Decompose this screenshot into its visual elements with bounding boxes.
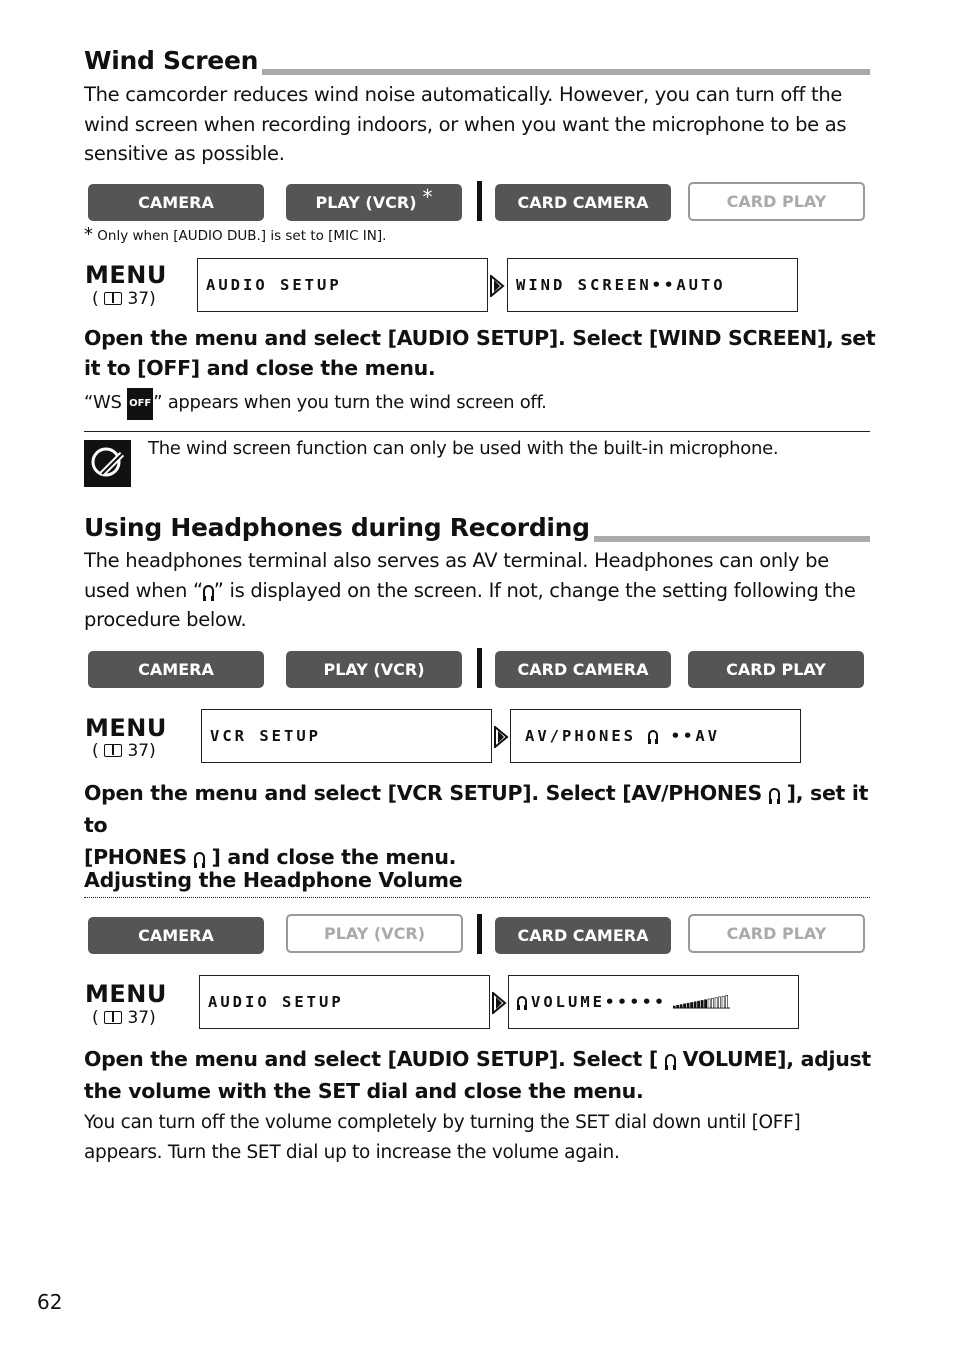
volume-bar-segment — [673, 1006, 675, 1008]
menu-page-ref: ( 37) — [92, 741, 156, 761]
headphones-icon — [665, 1054, 676, 1068]
section-title: Wind Screen — [84, 46, 262, 75]
headphones-icon — [194, 852, 205, 866]
menu-box-wind-screen: WIND SCREEN••AUTO — [507, 258, 798, 312]
note-pencil-icon — [84, 440, 131, 487]
volume-bar-segment — [715, 998, 717, 1008]
book-icon — [104, 1011, 122, 1024]
arrow-right-icon — [493, 726, 509, 748]
volume-level-bar — [673, 995, 731, 1009]
subsection-rule — [84, 897, 870, 898]
subsection-title: Adjusting the Headphone Volume — [84, 868, 463, 892]
menu-label: MENU — [85, 261, 167, 289]
menu-page-ref: ( 37) — [92, 1008, 156, 1028]
instruction: Open the menu and select [VCR SETUP]. Select [AV/PHONES ], set it to [PHONES ] and close the menu. — [84, 781, 869, 869]
volume-bar-segment — [722, 996, 724, 1008]
menu-label: MENU — [85, 980, 167, 1008]
menu-box-volume: VOLUME••••• — [508, 975, 799, 1029]
volume-bar-segment — [718, 997, 720, 1008]
headphones-icon — [769, 788, 780, 802]
ws-note: “WS OFF ” appears when you turn the wind screen off. — [84, 388, 547, 420]
volume-bar-segment — [711, 998, 713, 1008]
volume-bar-segment — [725, 996, 727, 1009]
instruction: Open the menu and select [AUDIO SETUP]. Select [ VOLUME], adjust the volume with the SET dial and close the menu. — [84, 1047, 871, 1103]
mode-separator — [477, 914, 482, 954]
instruction: Open the menu and select [AUDIO SETUP]. Select [WIND SCREEN], set it to [OFF] and close the menu. — [84, 326, 876, 380]
menu-box-av-phones: AV/PHONES ••AV — [510, 709, 801, 763]
menu-box-audio-setup: AUDIO SETUP — [197, 258, 488, 312]
intro-text: The camcorder reduces wind noise automatically. However, you can turn off the wind screen when recording indoors, or when you want the microphone to be as sensitive as possible. — [84, 83, 847, 165]
note-divider — [84, 431, 870, 432]
volume-bar-segment — [708, 999, 710, 1008]
footnote: * Only when [AUDIO DUB.] is set to [MIC IN]. — [84, 224, 387, 245]
volume-bar-segment — [697, 1001, 699, 1008]
body-text: You can turn off the volume completely by turning the SET dial down until [OFF] appears. Turn the SET dial up to increase the volume again. — [84, 1112, 801, 1163]
menu-box-vcr-setup: VCR SETUP — [201, 709, 492, 763]
mode-separator — [477, 648, 482, 688]
mode-card-play: CARD PLAY — [688, 182, 865, 221]
page-number: 62 — [37, 1290, 63, 1314]
section-title: Using Headphones during Recording — [84, 513, 594, 542]
volume-bar-segment — [687, 1003, 689, 1008]
book-icon — [104, 744, 122, 757]
mode-card-camera: CARD CAMERA — [495, 184, 671, 221]
mode-camera: CAMERA — [88, 184, 264, 221]
volume-bar-segment — [690, 1003, 692, 1009]
mode-card-play: CARD PLAY — [688, 651, 864, 688]
mode-separator — [477, 181, 482, 221]
mode-camera: CAMERA — [88, 917, 264, 954]
menu-box-audio-setup: AUDIO SETUP — [199, 975, 490, 1029]
arrow-right-icon — [491, 992, 507, 1014]
book-icon — [104, 292, 122, 305]
mode-camera: CAMERA — [88, 651, 264, 688]
mode-play-vcr: PLAY (VCR) — [286, 914, 463, 953]
headphones-icon — [517, 996, 527, 1008]
mode-play-vcr: PLAY (VCR) — [286, 651, 462, 688]
headphones-icon — [648, 730, 658, 742]
menu-page-ref: ( 37) — [92, 289, 156, 309]
volume-bar-segment — [676, 1005, 678, 1008]
asterisk: * — [422, 184, 433, 209]
note-text: The wind screen function can only be used with the built-in microphone. — [148, 438, 779, 459]
headphones-icon — [203, 585, 214, 599]
mode-card-camera: CARD CAMERA — [495, 651, 671, 688]
arrow-right-icon — [489, 275, 505, 297]
volume-bar-segment — [704, 1000, 706, 1008]
volume-bar-segment — [694, 1002, 696, 1008]
volume-bar-segment — [683, 1004, 685, 1008]
volume-bar-segment — [701, 1000, 703, 1008]
mode-card-play: CARD PLAY — [688, 914, 865, 953]
intro-text: The headphones terminal also serves as AV terminal. Headphones can only be used when “ ” is displayed on the screen. If not, change the setting following the procedure below. — [84, 549, 856, 631]
off-badge-icon: OFF — [127, 388, 153, 420]
volume-bar-segment — [680, 1005, 682, 1008]
menu-label: MENU — [85, 714, 167, 742]
mode-play-vcr: PLAY (VCR) * — [286, 184, 462, 221]
mode-card-camera: CARD CAMERA — [495, 917, 671, 954]
